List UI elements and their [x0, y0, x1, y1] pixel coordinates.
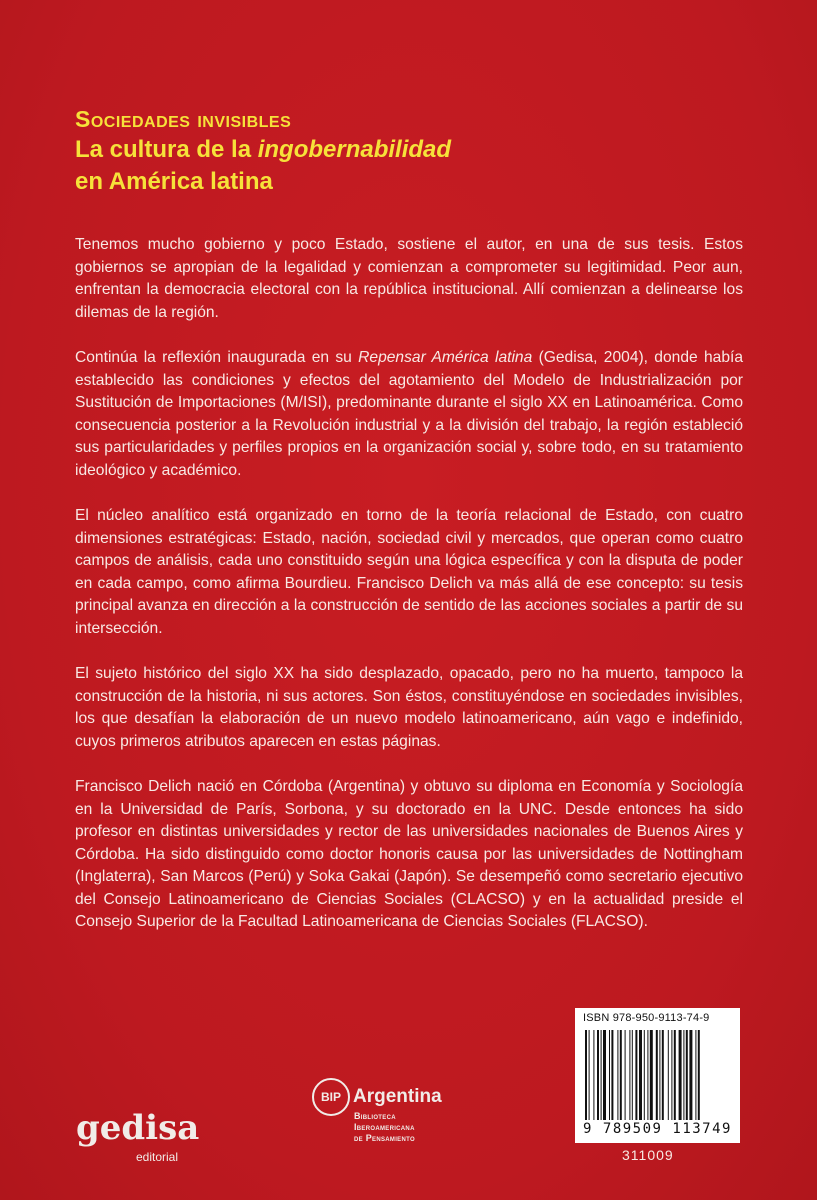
book-subtitle-line2: en América latina	[75, 168, 273, 195]
p2-book-reference: Repensar América latina	[358, 349, 533, 366]
bip-line-2: Iberoamericana	[354, 1122, 415, 1132]
book-title: Sociedades invisibles	[75, 106, 292, 132]
publisher-sub: editorial	[136, 1150, 179, 1164]
bip-badge-icon: BIP	[312, 1078, 350, 1116]
blurb-paragraph-1: Tenemos mucho gobierno y poco Estado, sostiene el autor, en una de sus tesis. Estos gobiernos se apropian de la legalidad y comienzan a comprometer su legitimidad. Peor aun, enfrentan la democracia electoral con la república institucional. Allí comienzan a delinearse los dilemas de la región.	[75, 236, 743, 321]
p2-prefix: Continúa la reflexión inaugurada en su	[75, 349, 359, 366]
subtitle-italic: ingobernabilidad	[257, 136, 452, 163]
blurb	[75, 234, 743, 957]
blurb-paragraph-4: El sujeto histórico del siglo XX ha sido desplazado, opacado, pero no ha muerto, tampoco la construcción de la historia, ni sus actores. Son éstos, constituyéndose en sociedades invisibles, los que desafían la elaboración de un nuevo modelo latinoamericano, aún vago e indefinido, cuyos primeros atributos aparecen en estas páginas.	[75, 665, 743, 750]
catalog-code: 311009	[622, 1147, 674, 1163]
publisher-name: gedisa	[76, 1108, 200, 1148]
barcode-bars	[585, 1030, 730, 1120]
bip-collection-name	[354, 1111, 415, 1144]
bip-title: Argentina	[353, 1086, 442, 1107]
isbn-number: ISBN 978-950-9113-74-9	[583, 1012, 710, 1024]
barcode-label	[575, 1008, 740, 1143]
book-subtitle-line1	[75, 134, 451, 166]
bip-line-1: Biblioteca	[354, 1111, 396, 1121]
blurb-paragraph-2	[75, 347, 743, 482]
p2-suffix: (Gedisa, 2004), donde había establecido las condiciones y efectos del agotamiento del Modelo de Industrialización por Sustitución de Importaciones (M/ISI), predominante durante el siglo XX en Latinoamérica. Como consecuencia posterior a la Revolución industrial y a la división del trabajo, la región estableció sus particularidades y perfiles propios en la organización social y, sobre todo, en su tratamiento ideológico y académico.	[75, 349, 743, 479]
publisher-logo	[76, 1108, 206, 1166]
barcode-digits: 9 789509 113749	[583, 1121, 732, 1137]
bip-line-3: de Pensamiento	[354, 1133, 415, 1143]
blurb-paragraph-3: El núcleo analítico está organizado en torno de la teoría relacional de Estado, con cuatro dimensiones estratégicas: Estado, nación, sociedad civil y mercados, que operan como cuatro campos de análisis, cada uno constituido según una lógica específica y con la disputa de poder en cada campo, como afirma Bourdieu. Francisco Delich va más allá de ese concepto: su tesis principal avanza en dirección a la construcción de sentido de las acciones sociales a partir de su intersección.	[75, 507, 743, 637]
title-block	[75, 104, 451, 198]
subtitle-prefix: La cultura de la	[75, 136, 258, 163]
author-bio: Francisco Delich nació en Córdoba (Argentina) y obtuvo su diploma en Economía y Sociología en la Universidad de París, Sorbona, y su doctorado en la UNC. Desde entonces ha sido profesor en distintas universidades y rector de las universidades nacionales de Buenos Aires y Córdoba. Ha sido distinguido como doctor honoris causa por las universidades de Nottingham (Inglaterra), San Marcos (Perú) y Soka Gakai (Japón). Se desempeñó como secretario ejecutivo del Consejo Latinoamericano de Ciencias Sociales (CLACSO) y en la actualidad preside el Consejo Superior de la Facultad Latinoamericana de Ciencias Sociales (FLACSO).	[75, 778, 743, 930]
bip-logo	[312, 1078, 482, 1168]
